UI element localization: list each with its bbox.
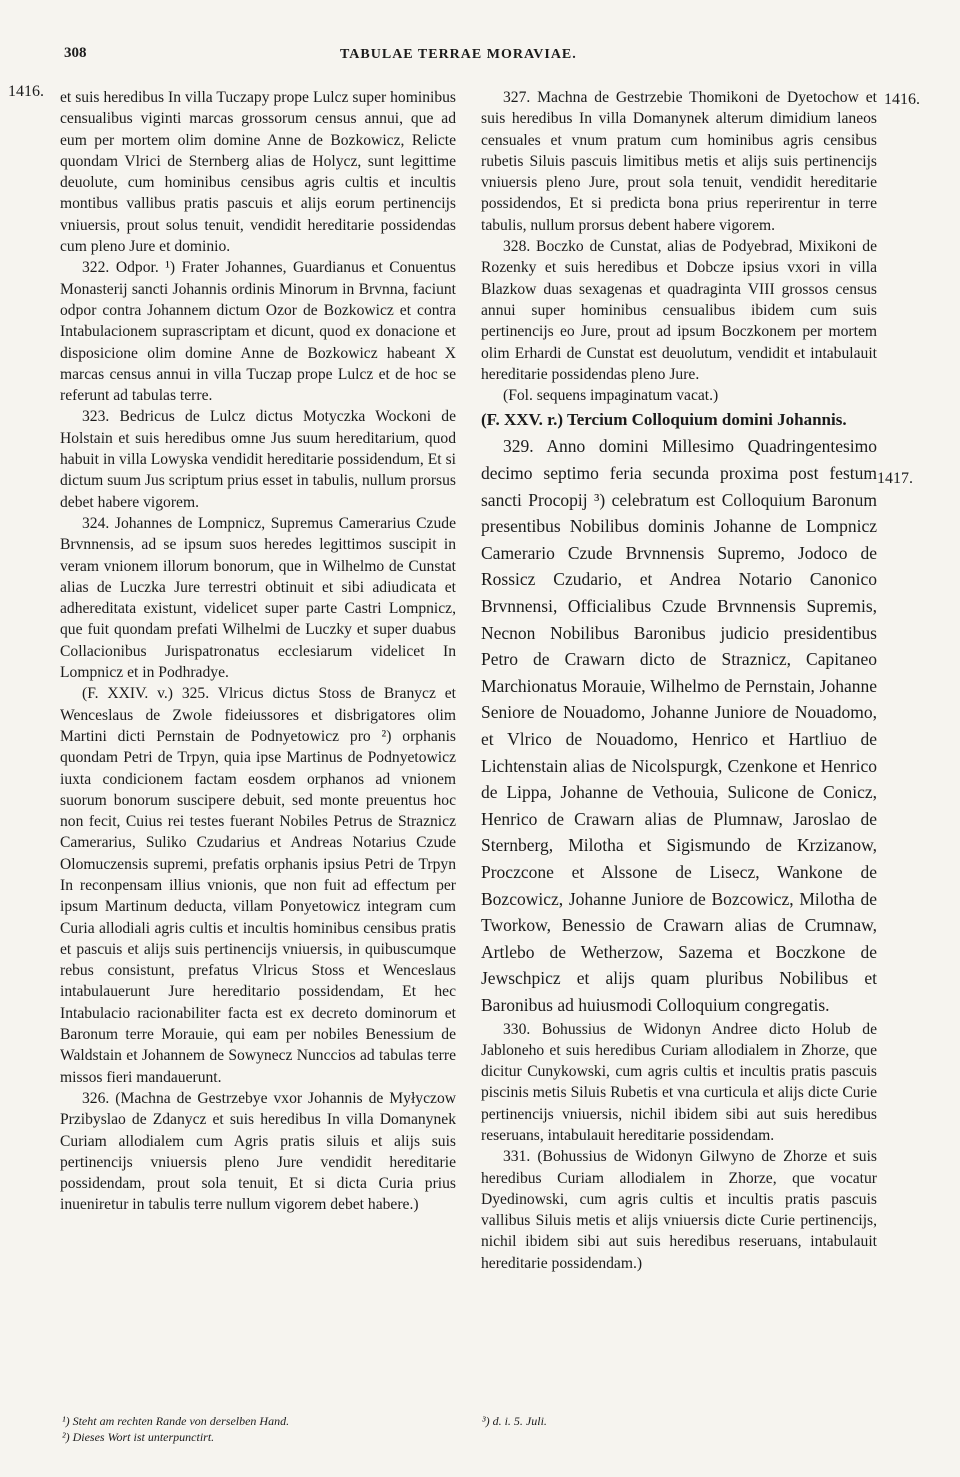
entry-330: 330. Bohussius de Widonyn Andree dicto Holub de Jabloneho et suis heredibus Curiam allodialem in Zhorze, que dicitur Cunykowski, cum agris cultis et incultis pratis pascuis piscinis metis Siluis Rubetis et vna curticula et alijs dicte Curie pertinencijs vniuersis, nichil ibidem sibi aut suis heredibus reseruans, intabulauit hereditarie possidendam. [481,1020,877,1144]
entry-intro: et suis heredibus In villa Tuczapy prope Lulcz super hominibus censualibus viginti marcas grossorum census annui, que ad eum per mortem olim domine Anne de Bozkowicz, Relicte quondam Vlrici de Sternberg alias de Holycz, sunt legittime deuolute, cum hominibus censibus agris cultis et incultis montibus vallibus pratis pascuis et alijs eorum pertinencijs vniuersis, prout solus tenuit, vendidit hereditarie possidendas cum pleno Jure et dominio. [60,89,456,256]
margin-year-right-top: 1416. [884,91,920,108]
page-header [0,45,960,73]
entry-324: 324. Johannes de Lompnicz, Supremus Camerarius Czude Brvnnensis, ad se ipsum suos heredes legittimos suscipit in veram vnionem illorum bonorum, que in Wilhelmo de Cunstat alias de Luczka Jure terrestri obtinuit et sibi adiudicata et adhereditata existunt, videlicet super parte Castri Lompnicz, que fuit quondam prefati Wilhelmi de Luczky et super duabus Collacionibus Jurispatronatus ecclesiarum videlicet In Lompnicz et in Podhradye. [60,514,456,682]
footnotes-right [482,1413,872,1429]
entry-325: (F. XXIV. v.) 325. Vlricus dictus Stoss de Branycz et Wenceslaus de Zwole fideiussores et disbrigatores olim Martini dicti Pernstain de Podnyetowicz pro ²) orphanis quondam Petri de Trpyn, quia ipse Martinus de Podnyetowicz iuxta condicionem factam eosdem orphanos ad vnionem suorum bonorum suscipere debuit, sed monte preuentus hoc non fecit, Cuius rei testes fuerant Nobiles Petrus de Straznicz Camerarius, Suliko Czudarius et Andreas Notarius Czude Olomuczensis supremi, prefatis orphanis ipsius Petri de Trpyn In reconpensam illius vnionis, que non fuit ad effectum per ipsum Martinum deducta, villam Ponyetowicz integram cum Curia allodiali agris cultis et incultis hominibus censibus pratis et pascuis et alijs suis pertinencijs vniuersis, in quibuscumque rebus consistunt, prefatus Vlricus Stoss et Wenceslaus intabulauerunt Jure hereditario possidendam, Et hec Intabulacio racionabiliter facta est ex decreto dominorum et Baronum terre Morauie, qui eam per nobiles Benessium de Waldstain et Johannem de Sowynecz Nunccios ad tabulas terre missos fieri mandauerunt. [60,685,456,1086]
entry-329: 329. Anno domini Millesimo Quadringentesimo decimo septimo feria secunda proxima post festum sancti Procopij ³) celebratum est Colloquium Baronum presentibus Nobilibus dominis Johanne de Lompnicz Camerario Czude Brvnnensis Supremo, Jodoco de Rossicz Czudario, et Andrea Notario Canonico Brvnnensi, Officialibus Czude Brvnnensis Supremis, Necnon Nobilibus Baronibus judicio presidentibus Petro de Crawarn dicto de Straznicz, Capitaneo Marchionatus Morauie, Wilhelmo de Pernstain, Johanne Seniore de Nouadomo, Johanne Juniore de Nouadomo, et Vlrico de Nouadomo, Henrico et Hartliuo de Lichtenstain alias de Nicolspurgk, Czenkone et Henrico de Lippa, Johanne de Vethouia, Sulicone de Conicz, Henrico de Crawarn alias de Plumnaw, Jaroslao de Sternberg, Milotha et Sigismundo de Krzizanow, Proczcone et Alssone de Lisecz, Wankone de Bozcowicz, Johanne Juniore de Bozcowicz, Milotha de Tworkow, Benessio de Crawarn alias de Crumnaw, Artlebo de Wetherzow, Sazema et Boczkone de Jewschpicz et alijs quam pluribus Nobilibus et Baronibus ad huiusmodi Colloquium congregatis. [481,436,877,1015]
entry-322: 322. Odpor. ¹) Frater Johannes, Guardianus et Conuentus Monasterij sancti Johannis ordinis Minorum in Brvnna, faciunt odpor contra Johannem dictum Ozor de Bozkowicz et contra Intabulacionem suprascriptam et dicunt, quod ex donacione et disposicione olim domine Anne de Bozkowicz habeant X marcas census annui in villa Tuczap prope Lulcz et de hoc se referunt ad tabulas terre. [60,259,456,405]
entry-326: 326. (Machna de Gestrzebye vxor Johannis de Myłyczow Przibyslao de Zdanycz et suis heredibus In villa Domanynek Curiam allodialem cum Agris pratis siluis et alijs suis pertinencijs vniuersis pleno Jure vendidit hereditarie possidendam, prout sola tenuit, Et si dicta Curia prius inueniretur in tabulis terre nullum vigorem debet habere.) [60,1089,456,1214]
entry-327: 327. Machna de Gestrzebie Thomikoni de Dyetochow et suis heredibus In villa Domanynek alterum dimidium laneos censuales et vnum pratum cum hominibus agris censibus rubetis Siluis pascuis limitibus metis et alijs suis pertinencijs vniuersis pleno Jure, prout sola tenuit, vendidit hereditarie possidendos, Et si predicta bona prius reperirentur in terre tabulis, nullum prorsus debent habere vigorem. [481,89,877,234]
footnote-1: ¹) Steht am rechten Rande von derselben Hand. [62,1414,290,1428]
footnote-2: ²) Dieses Wort ist unterpunctirt. [62,1430,215,1444]
right-column [481,87,877,1274]
left-column [60,87,456,1216]
folio-heading: (F. XXV. r.) Tercium Colloquium domini Johannis. [481,410,847,430]
running-title: TABULAE TERRAE MORAVIAE. [340,47,577,62]
margin-year-left: 1416. [8,83,44,100]
margin-year-right-mid: 1417. [877,470,913,487]
folio-vacat-note: (Fol. sequens impaginatum vacat.) [503,387,719,405]
entry-323: 323. Bedricus de Lulcz dictus Motyczka Wockoni de Holstain et suis heredibus omne Jus suum hereditarium, quod habuit in villa Lowyska vendidit hereditarie possidendum, Et si dictum suum Jus scriptum prius esset in tabulis, nullum prorsus debet habere vigorem. [60,408,456,511]
page-number: 308 [64,45,87,61]
footnote-3: ³) d. i. 5. Juli. [482,1414,547,1428]
entry-331: 331. (Bohussius de Widonyn Gilwyno de Zhorze et suis heredibus Curiam allodialem in Zhorze, que vocatur Dyedinowski, cum agris cultis et incultis pratis pascuis vallibus Siluis metis et alijs vniuersis dicte Curie pertinencijs, nichil ibidem sibi aut suis heredibus reseruans, intabulauit hereditarie possidendam.) [481,1148,877,1272]
footnotes-left [62,1413,452,1445]
entry-328: 328. Boczko de Cunstat, alias de Podyebrad, Mixikoni de Rozenky et suis heredibus et Dobcze ipsius vxori in villa Blazkow duas sexagenas et quadraginta VIII grossos census annui super hominibus censualibus ibidem cum suis pertinencijs eo Jure, prout ad ipsum Boczkonem per mortem olim Erhardi de Cunstat est deuolutum, vendidit et intabulauit hereditarie possidendas pleno Jure. [481,238,877,383]
